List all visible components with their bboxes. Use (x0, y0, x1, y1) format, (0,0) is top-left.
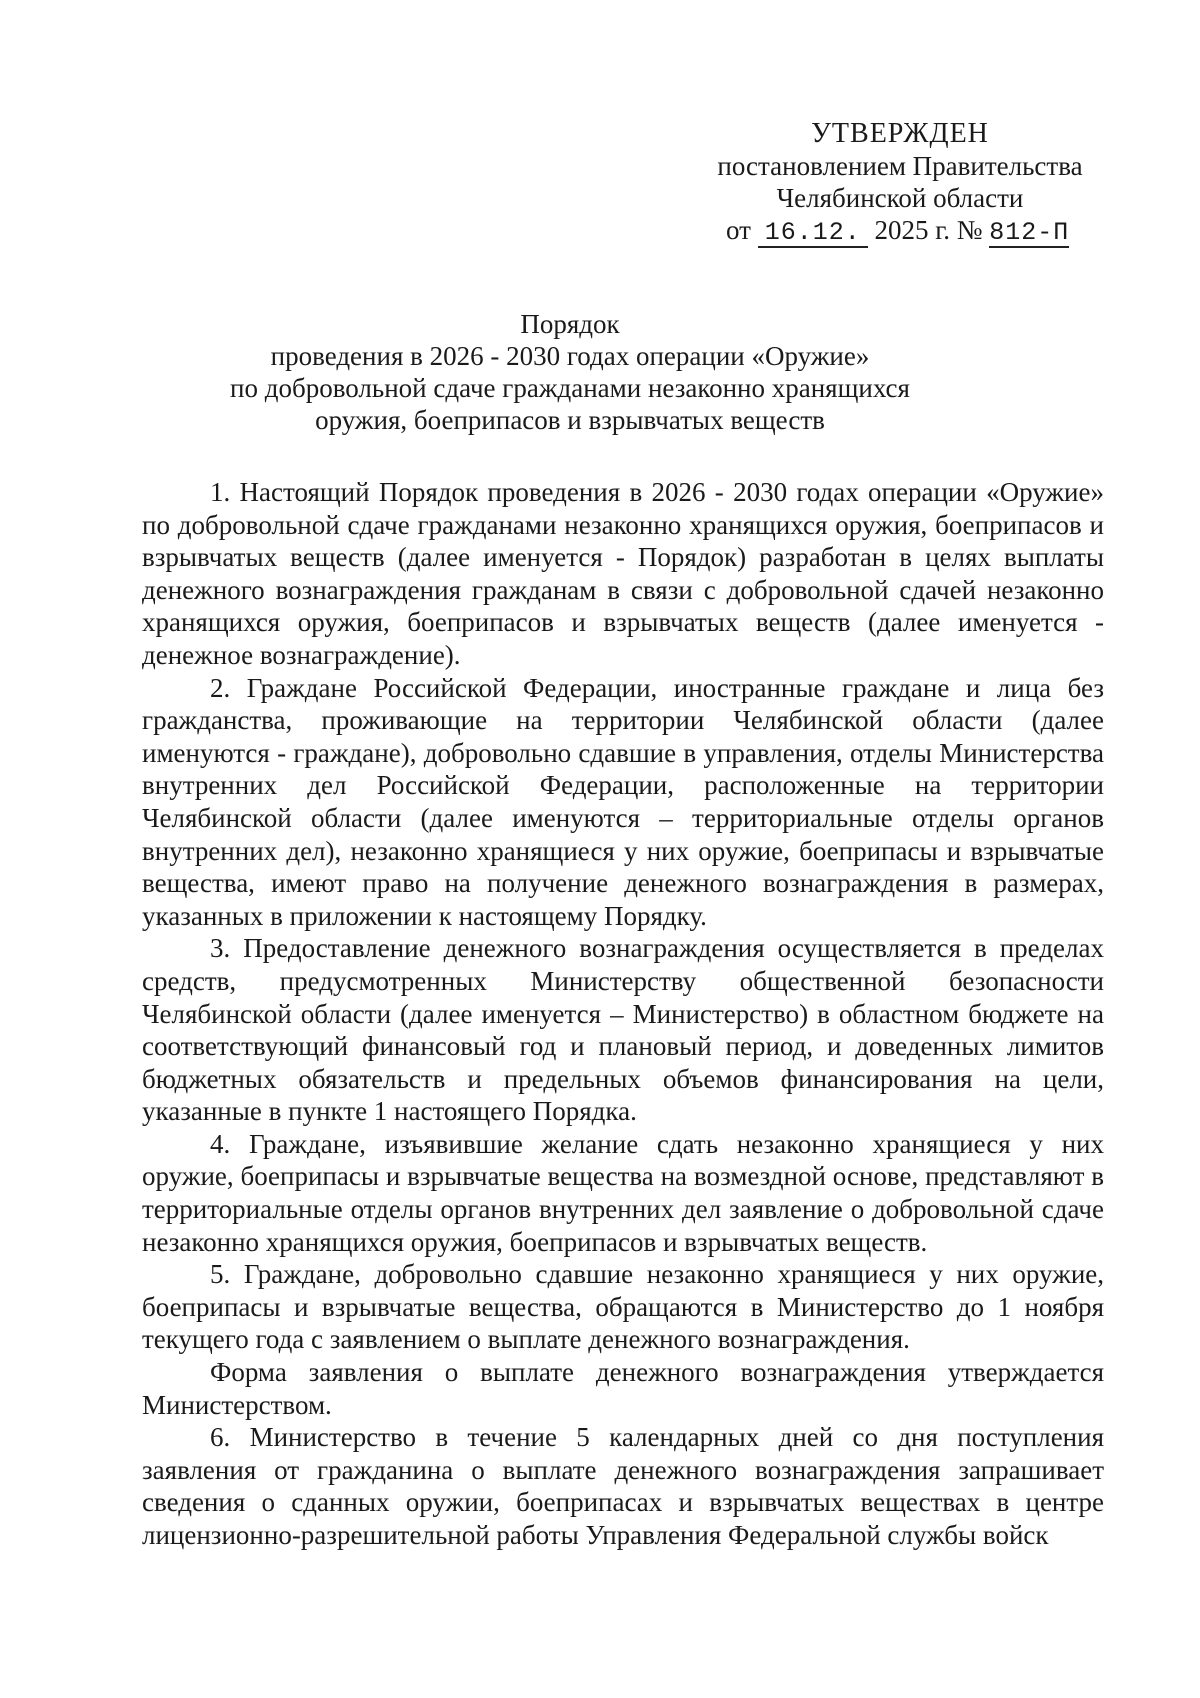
date-value: 16.12. (758, 220, 868, 248)
document-subtitle-line: оружия, боеприпасов и взрывчатых веществ (315, 405, 825, 435)
approval-block (690, 118, 1110, 248)
approval-date-line (690, 214, 1110, 248)
approval-line-2: Челябинской области (776, 183, 1024, 213)
paragraph-5: 5. Граждане, добровольно сдавшие незаконно хранящиеся у них оружие, боеприпасы и взрывчатые вещества, обращаются в Министерство до 1 ноября текущего года с заявлением о выплате денежного вознаграждения. (142, 1259, 1104, 1355)
document-subtitle-line: по добровольной сдаче гражданами незаконно хранящихся (230, 373, 910, 403)
year-number-label: 2025 г. № (874, 215, 983, 245)
document-heading (150, 308, 990, 436)
date-prefix: от (726, 215, 751, 245)
approval-title: УТВЕРЖДЕН (811, 118, 989, 149)
paragraph-5-form: Форма заявления о выплате денежного вознаграждения утверждается Министерством. (142, 1357, 1104, 1420)
document-number: 812-П (989, 218, 1070, 247)
document-title: Порядок (520, 309, 620, 339)
paragraph-6: 6. Министерство в течение 5 календарных дней со дня поступления заявления от гражданина о выплате денежного вознаграждения запрашивает сведения о сданных оружии, боеприпасах и взрывчатых веществах в центре лицензионно-разрешительной работы Управления Федеральной службы войск (142, 1422, 1104, 1550)
paragraph-3: 3. Предоставление денежного вознаграждения осуществляется в пределах средств, предусмотренных Министерству общественной безопасности Челябинской области (далее именуется – Министерство) в областном бюджете на соответствующий финансовый год и плановый период, и доведенных лимитов бюджетных обязательств и предельных объемов финансирования на цели, указанные в пункте 1 настоящего Порядка. (142, 933, 1104, 1127)
paragraph-2: 2. Граждане Российской Федерации, иностранные граждане и лица без гражданства, проживающие на территории Челябинской области (далее именуются - граждане), добровольно сдавшие в управления, отделы Министерства внутренних дел Российской Федерации, расположенные на территории Челябинской области (далее именуются – территориальные отделы органов внутренних дел), незаконно хранящиеся у них оружие, боеприпасы и взрывчатые вещества, имеют право на получение денежного вознаграждения в размерах, указанных в приложении к настоящему Порядку. (142, 672, 1104, 931)
paragraph-4: 4. Граждане, изъявившие желание сдать незаконно хранящиеся у них оружие, боеприпасы и взрывчатые вещества на возмездной основе, представляют в территориальные отделы органов внутренних дел заявление о добровольной сдаче незаконно хранящихся оружия, боеприпасов и взрывчатых веществ. (142, 1128, 1104, 1257)
document-subtitle-line: проведения в 2026 - 2030 годах операции «Оружие» (270, 341, 870, 371)
paragraph-1: 1. Настоящий Порядок проведения в 2026 - 2030 годах операции «Оружие» по добровольной сдаче гражданами незаконно хранящихся оружия, боеприпасов и взрывчатых веществ (далее именуется - Порядок) разработан в целях выплаты денежного вознаграждения гражданам в связи с добровольной сдачей незаконно хранящихся оружия, боеприпасов и взрывчатых веществ (далее именуется - денежное вознаграждение). (142, 477, 1104, 670)
document-body (142, 476, 1104, 1552)
approval-line-1: постановлением Правительства (717, 151, 1083, 181)
